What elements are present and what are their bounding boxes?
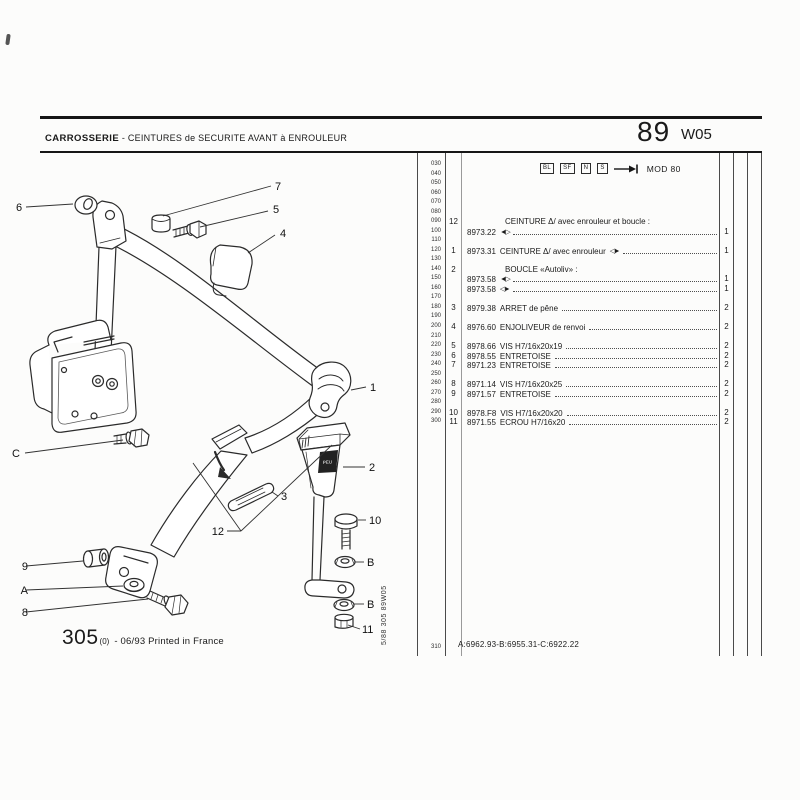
side-symbol-icon: ◄▷ [499,276,510,284]
part-washer-b-lower [334,600,354,611]
part-reference: 8971.23 [467,361,496,371]
row-code: 210 [430,332,441,339]
parts-row [417,246,762,256]
dot-leader [569,417,717,425]
parts-row [417,303,762,313]
row-body [467,274,717,284]
model-index: (0) [99,637,110,646]
fixings-note: A:6962.93-B:6955.31-C:6922.22 [458,640,579,649]
part-description: ENJOLIVEUR de renvoi [499,323,586,332]
row-body [467,341,717,351]
row-body [467,322,717,332]
side-symbol-icon: ◁► [609,247,620,255]
callout-C: C [12,448,20,460]
quantity: 1 [724,226,729,236]
item-number: 5 [451,341,456,351]
quantity: 2 [724,379,729,389]
row-code: 160 [430,284,441,291]
row-code: 290 [430,408,441,415]
quantity: 2 [724,407,729,417]
item-number: 8 [451,379,456,389]
item-number: 3 [451,302,456,312]
callout-B: B [367,557,375,569]
scan-artifact [5,34,10,45]
side-reference: 5/88 305 89W05 [381,585,388,645]
market-box: SF [560,163,574,174]
print-info: - 06/93 Printed in France [114,636,224,647]
callout-8: 8 [21,607,28,619]
part-anchor-loop [309,362,351,417]
part-cover [210,245,252,296]
part-grommet [75,196,97,214]
dot-leader [623,246,717,254]
part-bolt-buckle [335,514,357,549]
part-description: VIS H7/16x20x19 [499,342,563,352]
parts-row [417,274,762,284]
row-body [467,360,717,370]
callout-A: A [20,585,28,597]
part-reference: 8971.57 [467,389,496,399]
row-code: 140 [430,265,441,272]
parts-row [417,389,762,399]
row-code: 230 [430,351,441,358]
row-code: 250 [430,370,441,377]
parts-row [417,379,762,389]
item-number: 9 [451,388,456,398]
row-body [467,284,717,294]
dot-leader [513,284,717,292]
row-code: 300 [430,418,441,425]
quantity: 2 [724,360,729,370]
page-code: W05 [681,126,712,143]
market-box: N [581,163,592,174]
market-box: S [597,163,607,174]
quantity: 2 [724,417,729,427]
row-code: 130 [430,256,441,263]
parts-row [417,351,762,361]
quantity: 1 [724,245,729,255]
quantity: 1 [724,274,729,284]
part-reference: 8971.55 [467,418,496,428]
title-separator: - [121,133,126,143]
dot-leader [566,341,717,349]
row-body [467,351,717,361]
model-number: 305 [62,626,99,649]
quantity: 2 [724,322,729,331]
part-description: CEINTURE Δ/ avec enrouleur et boucle : [505,217,650,227]
mod80-arrow-icon [614,164,641,174]
parts-row [417,341,762,351]
subtitle: CEINTURES de SECURITE AVANT à ENROULEUR [127,133,348,143]
row-body [467,217,755,227]
part-reference: 8978.66 [467,342,496,352]
row-body [467,246,717,256]
item-number: 1 [451,245,456,255]
item-number: 6 [451,350,456,360]
callout-2: 2 [369,462,376,474]
section-label: CARROSSERIE [45,133,120,144]
callout-9: 9 [21,561,28,573]
side-symbol-icon: ◁► [499,285,510,293]
callout-B: B [367,599,375,611]
row-code: 280 [430,399,441,406]
row-code: 100 [430,227,441,234]
row-body [467,265,755,275]
item-number: 2 [451,264,456,274]
part-washer-b-upper [335,557,355,568]
callout-10: 10 [369,515,382,527]
callout-11: 11 [362,624,374,636]
part-reference: 8973.58 [467,284,496,294]
callout-7: 7 [275,181,282,193]
row-code: 110 [431,237,441,244]
row-code: 040 [430,170,441,177]
row-code: 120 [430,246,441,253]
callout-6: 6 [16,202,23,214]
dot-leader [562,303,717,311]
row-body [467,303,717,313]
parts-row [417,322,762,332]
callout-4: 4 [280,228,287,240]
part-washer-a [124,579,144,592]
row-code: 310 [430,644,441,650]
callout-5: 5 [273,204,280,216]
parts-row [417,284,762,294]
row-code: 190 [430,313,441,320]
part-bolt-upper [173,221,206,238]
row-code: 220 [430,342,441,349]
part-reference: 8978.F8 [467,408,497,418]
row-code: 270 [430,389,441,396]
page-number: 89 [637,116,671,147]
parts-row [417,217,762,227]
part-reference: 8976.60 [467,323,496,332]
dot-leader [589,322,717,330]
part-buckle [297,423,354,598]
row-code: 170 [430,294,441,301]
top-bracket [93,201,126,249]
callout-1: 1 [370,382,377,394]
row-code: 060 [430,189,441,196]
row-code: 080 [430,208,441,215]
dot-leader [567,408,717,416]
dot-leader [555,389,717,397]
part-reference: 8973.31 [467,246,496,256]
row-code: 200 [430,323,441,329]
quantity: 2 [724,341,729,351]
part-reference: 8973.22 [467,227,496,237]
row-code: 150 [430,275,441,282]
quantity: 2 [724,302,729,312]
quantity: 2 [724,350,729,360]
seatbelt-diagram [0,160,420,660]
market-box: BL [540,163,554,174]
quantity: 1 [724,283,729,293]
dot-leader [513,274,717,282]
row-code: 070 [430,199,441,206]
part-spacer-nut [152,215,170,232]
part-description: ECROU H7/16x20 [499,418,566,428]
part-description: VIS H7/16x20x20 [500,408,563,418]
retractor [30,320,136,432]
side-symbol-icon: ◄▷ [499,228,510,236]
row-code: 030 [430,161,441,167]
part-description: BOUCLE «Autoliv» : [505,264,578,274]
parts-row [417,417,762,427]
callout-3: 3 [281,491,288,503]
part-reference: 8978.55 [467,351,496,361]
part-reference: 8979.38 [467,303,496,313]
dot-leader [566,379,717,387]
part-description: ENTRETOISE [499,351,551,361]
parts-row [417,227,762,237]
item-number: 10 [449,407,458,417]
row-body [467,417,717,427]
row-code: 240 [430,361,441,368]
row-body [467,389,717,399]
row-body [467,227,717,237]
mod-label: MOD 80 [646,163,681,174]
page-title [45,133,347,144]
part-description: CEINTURE Δ/ avec enrouleur [499,246,606,256]
row-body [467,379,717,389]
callout-12: 12 [211,526,224,538]
quantity: 2 [724,388,729,398]
row-code: 260 [430,380,441,387]
part-reference: 8973.58 [467,275,496,285]
part-description: ENTRETOISE [499,361,551,371]
item-number: 11 [449,417,458,427]
item-number: 4 [451,322,456,331]
part-description: ENTRETOISE [499,389,551,399]
market-note [540,163,681,174]
part-cylinder [84,549,109,567]
part-reference: 8971.14 [467,380,496,390]
parts-row [417,408,762,418]
dot-leader [555,360,717,368]
parts-row [417,265,762,275]
part-description: ARRET de pêne [499,303,559,313]
part-bolt-lower [147,591,188,615]
row-code: 090 [430,218,441,225]
item-number: 12 [449,217,458,227]
row-code: 050 [430,180,441,187]
dot-leader [513,227,717,235]
header-rule [40,151,762,153]
parts-row [417,360,762,370]
part-bolt-c [114,429,149,447]
item-number: 7 [451,360,456,370]
buckle-brand-label: PEU [322,459,333,465]
part-description: VIS H7/16x20x25 [499,380,563,390]
dot-leader [555,351,717,359]
row-body [467,408,717,418]
row-code: 180 [430,303,441,310]
